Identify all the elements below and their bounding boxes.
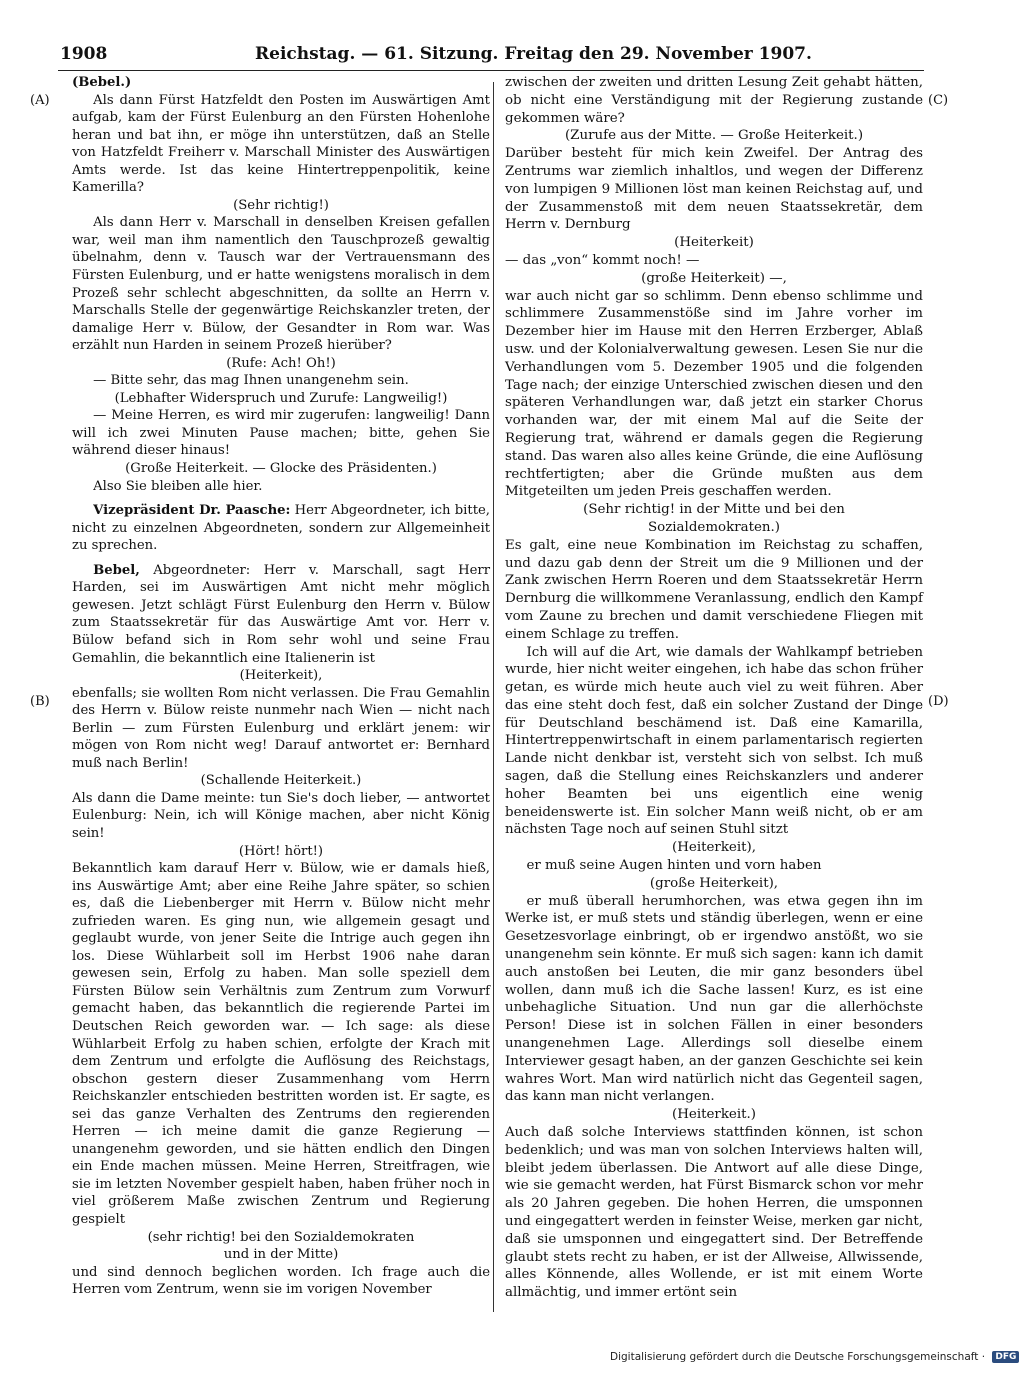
speech-paragraph: — Meine Herren, es wird mir zugerufen: langweilig! Dann will ich zwei Minuten Pause machen; bitte, gehen Sie während dieser hinaus! — [72, 408, 490, 459]
interjection: (große Heiterkeit), — [649, 875, 779, 891]
margin-marker-b: (B) — [30, 694, 50, 709]
speech-paragraph: er muß überall herumhorchen, was etwa gegen ihn im Werke ist, er muß stets und ständig überlegen, wenn er eine Gesetzesvorlage einbringt, ob er irgendwo anstößt, wo sie unangenehm sein könnte. Er muß sich sagen: kann ich damit auch anstoßen bei Leuten, die mir ganz besonders übel wollen, dann muß ich die Sache lassen! Kurz, es ist eine unbehagliche Situation. Und nun gar die allerhöchste Person! Diese ist in solchen Fällen in einer besonders unangenehmen Lage. Allerdings soll dieselbe einem Interviewer gesagt haben, an der ganzen Geschichte sei kein wahres Wort. Man wird natürlich nicht das Gegenteil sagen, das kann man nicht verlangen. — [505, 893, 923, 1105]
speech-paragraph: Darüber besteht für mich kein Zweifel. Der Antrag des Zentrums war ziemlich inhaltlos, und wegen der Differenz von lumpigen 9 Millionen löst man keinen Reichstag auf, und der Zusammenstoß mit dem neuen Staatssekretär, dem Herrn v. Dernburg — [505, 146, 923, 233]
interjection: (Große Heiterkeit. — Glocke des Präsidenten.) — [125, 461, 437, 477]
interjection: (große Heiterkeit) —, — [641, 270, 787, 286]
speech-paragraph: er muß seine Augen hinten und vorn haben — [526, 858, 822, 874]
paragraph-gap — [72, 555, 490, 562]
interjection: (Zurufe aus der Mitte. — Große Heiterkeit.) — [564, 128, 864, 144]
interjection: (Sehr richtig! in der Mitte und bei den — [583, 502, 845, 518]
speech-paragraph: Bekanntlich kam darauf Herr v. Bülow, wie er damals hieß, ins Auswärtige Amt; aber eine Reihe Jahre später, so schien es, daß die Liebenberger mit Herrn v. Bülow nicht mehr zufrieden waren. Es ging nun, wie allgemein gesagt und geglaubt wurde, von jener Seite die Intrige auch gegen ihn los. Diese Wühlarbeit soll im Herbst 1906 nahe daran gewesen sein, Erfolg zu haben. Man solle speziell dem Fürsten Bülow sein Verhältnis zum Zentrum zum Vorwurf gemacht haben, das bekanntlich die regierende Partei im Deutschen Reich geworden war. — Ich sage: als diese Wühlarbeit Erfolg zu haben schien, erfolgte der Krach mit dem Zentrum und erfolgte die Auflösung des Reichstags, obschon gestern dieser Zusammenhang vom Herrn Reichskanzler entschieden bestritten worden ist. Er sagte, es sei das ganze Verhalten des Zentrums den regierenden Herren — ich meine damit die ganze Regierung — unangenehm geworden, und sie hätten endlich den Dingen ein Ende machen müssen. Meine Herren, Streitfragen, wie sie im letzten November gespielt haben, haben früher noch in viel größerem Maße zwischen Zentrum und Regierung gespielt — [72, 861, 490, 1227]
speech-paragraph — [72, 562, 490, 667]
interjection: (sehr richtig! bei den Sozialdemokraten — [147, 1229, 415, 1245]
speech-paragraph — [72, 502, 490, 555]
paragraph-gap — [72, 495, 490, 502]
speech-paragraph: Es galt, eine neue Kombination im Reichstag zu schaffen, und dazu gab denn der Streit um die 9 Millionen und der Zank zwischen Herrn Roeren und dem Staatssekretär Herrn Dernburg die willkommene Veranlassung, endlich den Kampf vom Zaune zu brechen und damit verschiedene Fliegen mit einem Schlage zu treffen. — [505, 537, 923, 642]
page-header — [60, 44, 920, 72]
speaker-name: Bebel, — [93, 562, 140, 578]
speech-paragraph: Also Sie bleiben alle hier. — [93, 478, 263, 494]
page-number: 1908 — [60, 44, 108, 64]
interjection: (Lebhafter Widerspruch und Zurufe: Langweilig!) — [114, 390, 448, 406]
speech-paragraph: Ich will auf die Art, wie damals der Wahlkampf betrieben wurde, hier nicht weiter eingehen, ich habe das schon früher getan, es würde mich heute auch viel zu weit führen. Aber das eine steht doch fest, daß ein solcher Zustand der Dinge für Deutschland beschämend ist. Daß eine Kamarilla, Hintertreppenwirtschaft in einem parlamentarisch regierten Lande nicht denkbar ist, versteht sich von selbst. Ich muß sagen, daß die Stellung eines Reichskanzlers und anderer hoher Beamten bei uns eigentlich eine wenig beneidenswerte ist. Ein solcher Mann weiß nicht, ob er am nächsten Tage noch auf seinen Stuhl sitzt — [505, 644, 923, 838]
speech-paragraph: Auch daß solche Interviews stattfinden können, ist schon bedenklich; und was man von solchen Interviews halten will, bleibt jedem überlassen. Die Antwort auf alle diese Dinge, wie sie gemacht werden, hat Fürst Bismarck schon vor mehr als 20 Jahren gegeben. Die hohen Herren, die umsponnen und eingegattert werden in feinster Weise, merken gar nicht, daß sie umsponnen und eingegattert sind. Der Betreffende glaubt stets recht zu haben, er ist der Allweise, Allwissende, alles Könnende, alles Wollende, er ist mit einem Worte allmächtig, und immer ertönt sein — [505, 1125, 923, 1301]
speech-text: Herr Abgeordneter, ich bitte, nicht zu einzelnen Abgeordneten, sondern zur Allgemeinheit zu sprechen. — [72, 503, 490, 554]
speech-text: Abgeordneter: Herr v. Marschall, sagt Herr Harden, sei im Auswärtigen Amt nicht mehr möglich gewesen. Jetzt schlägt Fürst Eulenburg den Herrn v. Bülow zum Staatssekretär für das Auswärtige Amt vor. Herr v. Bülow befand sich in Rom sehr wohl und seine Frau Gemahlin, die bekanntlich eine Italienerin ist — [72, 562, 490, 666]
margin-marker-d: (D) — [928, 694, 949, 709]
speech-paragraph: war auch nicht gar so schlimm. Denn ebenso schlimme und schlimmere Zusammenstöße sind im Jahre vorher im Dezember hier im Hause mit den Herren Erzberger, Ablaß usw. und der Kolonialverwaltung gewesen. Lesen Sie nur die Verhandlungen vom 5. Dezember 1905 und die folgenden Tage nach; der einzige Unterschied zwischen diesen und den späteren Verhandlungen war, daß jetzt ein starker Chorus vorhanden war, der mit einem Mal auf die Seite der Regierung trat, während er damals gegen die Regierung stand. Das waren also alles keine Gründe, die eine Auflösung rechtfertigten; aber die Gründe mußten aus dem Mitgeteilten um jeden Preis geschaffen werden. — [505, 288, 923, 500]
margin-marker-c: (C) — [928, 93, 949, 108]
speech-paragraph: Als dann Fürst Hatzfeldt den Posten im Auswärtigen Amt aufgab, kam der Fürst Eulenburg an den Fürsten Hohenlohe heran und bat ihn, er möge ihn unterstützen, daß an Stelle von Hatzfeldt Freiherr v. Marschall Minister des Auswärtigen Amts werde. Ist das keine Hintertreppenpolitik, keine Kamerilla? — [72, 92, 490, 196]
speech-paragraph: Als dann die Dame meinte: tun Sie's doch lieber, — antwortet Eulenburg: Nein, ich will Könige machen, aber nicht König sein! — [72, 790, 490, 841]
interjection: und in der Mitte) — [223, 1247, 339, 1263]
interjection: (Schallende Heiterkeit.) — [200, 773, 362, 789]
left-column — [72, 74, 490, 1299]
speech-paragraph: und sind dennoch beglichen worden. Ich frage auch die Herren vom Zentrum, wenn sie im vorigen November — [72, 1264, 490, 1298]
footer-text: Digitalisierung gefördert durch die Deutsche Forschungsgemeinschaft · — [610, 1351, 986, 1363]
speech-paragraph: — das „von“ kommt noch! — — [505, 252, 700, 268]
interjection: (Rufe: Ach! Oh!) — [226, 355, 336, 371]
right-column — [505, 74, 923, 1302]
margin-marker-a: (A) — [30, 93, 50, 108]
speech-paragraph: ebenfalls; sie wollten Rom nicht verlassen. Die Frau Gemahlin des Herrn v. Bülow reiste nunmehr nach Wien — nicht nach Berlin — zum Fürsten Eulenburg und erklärt jenem: wir mögen von Rom nicht weg! Darauf antwortet er: Bernhard muß nach Berlin! — [72, 685, 490, 771]
interjection: (Heiterkeit), — [672, 840, 756, 856]
column-divider — [493, 82, 494, 1312]
page-title: Reichstag. — 61. Sitzung. Freitag den 29. November 1907. — [255, 44, 812, 64]
speech-paragraph: zwischen der zweiten und dritten Lesung Zeit gehabt hätten, ob nicht eine Verständigung mit der Regierung zustande gekommen wäre? — [505, 75, 923, 126]
interjection: (Hört! hört!) — [238, 843, 324, 859]
header-rule — [58, 70, 924, 71]
interjection: (Sehr richtig!) — [233, 197, 329, 213]
footer-credit — [610, 1351, 1017, 1369]
speech-paragraph: — Bitte sehr, das mag Ihnen unangenehm sein. — [93, 373, 409, 389]
interjection: (Heiterkeit) — [674, 235, 754, 251]
speaker-name: Vizepräsident Dr. Paasche: — [93, 503, 291, 519]
interjection: (Heiterkeit.) — [672, 1107, 756, 1123]
dfg-logo: DFG — [992, 1351, 1019, 1363]
speech-paragraph: Als dann Herr v. Marschall in denselben Kreisen gefallen war, weil man ihm namentlich den Tauschprozeß gewaltig übelnahm, denn v. Tausch war der Vertrauensmann des Fürsten Eulenburg, und er hatte wenigstens moralisch in dem Prozeß sehr schlecht abgeschnitten, da sollte an Herrn v. Marschalls Stelle der gegenwärtige Reichskanzler treten, der damalige Herr v. Bülow, der Gesandter in Rom war. Was erzählt nun Harden in seinem Prozeß hierüber? — [72, 215, 490, 354]
speaker-tag: (Bebel.) — [72, 75, 132, 90]
interjection: Sozialdemokraten.) — [647, 519, 780, 535]
interjection: (Heiterkeit), — [239, 668, 323, 684]
